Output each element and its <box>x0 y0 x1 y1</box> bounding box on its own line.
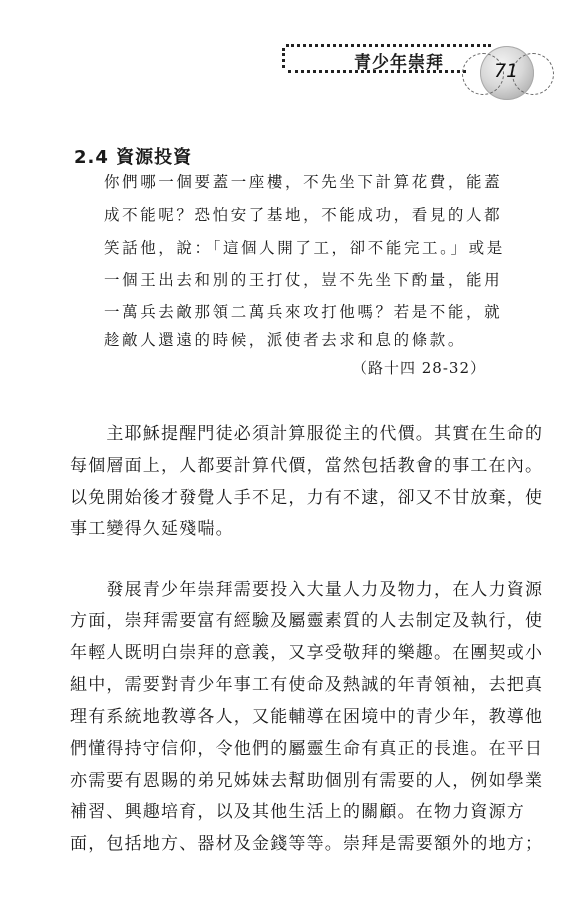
baseball-seam-right <box>512 53 554 95</box>
paragraph-line: 事工變得久延殘喘。 <box>70 519 234 539</box>
section-heading: 2.4 資源投資 <box>74 147 193 168</box>
quote-line: 趁敵人還遠的時候，派使者去求和息的條款。 <box>104 331 467 349</box>
quote-line: 一個王出去和別的王打仗，豈不先坐下酌量，能用 <box>104 271 503 289</box>
paragraph-line: 組中，需要對青少年事工有使命及熱誠的年青領袖，去把真 <box>70 675 544 695</box>
quote-line: 笑話他，說：「這個人開了工，卻不能完工。」或是 <box>104 239 505 257</box>
paragraph-line: 們懂得持守信仰，令他們的屬靈生命有真正的長進。在平日 <box>70 739 544 759</box>
paragraph-line: 亦需要有恩賜的弟兄姊妹去幫助個別有需要的人，例如學業 <box>70 771 544 791</box>
paragraph-line: 年輕人既明白崇拜的意義，又享受敬拜的樂趣。在團契或小 <box>70 643 544 663</box>
scripture-reference: （路十四 28-32） <box>352 359 487 377</box>
quote-line: 一萬兵去敵那領二萬兵來攻打他嗎？若是不能，就 <box>104 303 503 321</box>
paragraph-line: 每個層面上，人都要計算代價，當然包括教會的事工在內。 <box>70 456 544 476</box>
page-number: 71 <box>494 60 519 82</box>
paragraph-line: 理有系統地教導各人，又能輔導在困境中的青少年，教導他 <box>70 707 544 727</box>
paragraph-line: 方面，崇拜需要富有經驗及屬靈素質的人去制定及執行，使 <box>70 611 544 631</box>
dotted-border-top <box>286 44 491 47</box>
dotted-border-left <box>282 48 285 68</box>
paragraph-line: 發展青少年崇拜需要投入大量人力及物力，在人力資源 <box>70 580 544 600</box>
paragraph-line: 面，包括地方、器材及金錢等等。崇拜是需要額外的地方； <box>70 834 544 854</box>
running-header-title: 青少年崇拜 <box>354 53 444 73</box>
paragraph-line: 以免開始後才發覺人手不足，力有不逮，卻又不甘放棄，使 <box>70 488 544 508</box>
paragraph-line: 主耶穌提醒門徒必須計算服從主的代價。其實在生命的 <box>70 424 544 444</box>
quote-line: 你們哪一個要蓋一座樓，不先坐下計算花費，能蓋 <box>104 173 503 191</box>
quote-line: 成不能呢？恐怕安了基地，不能成功，看見的人都 <box>104 206 503 224</box>
paragraph-line: 補習、興趣培育，以及其他生活上的關顧。在物力資源方 <box>70 802 525 822</box>
